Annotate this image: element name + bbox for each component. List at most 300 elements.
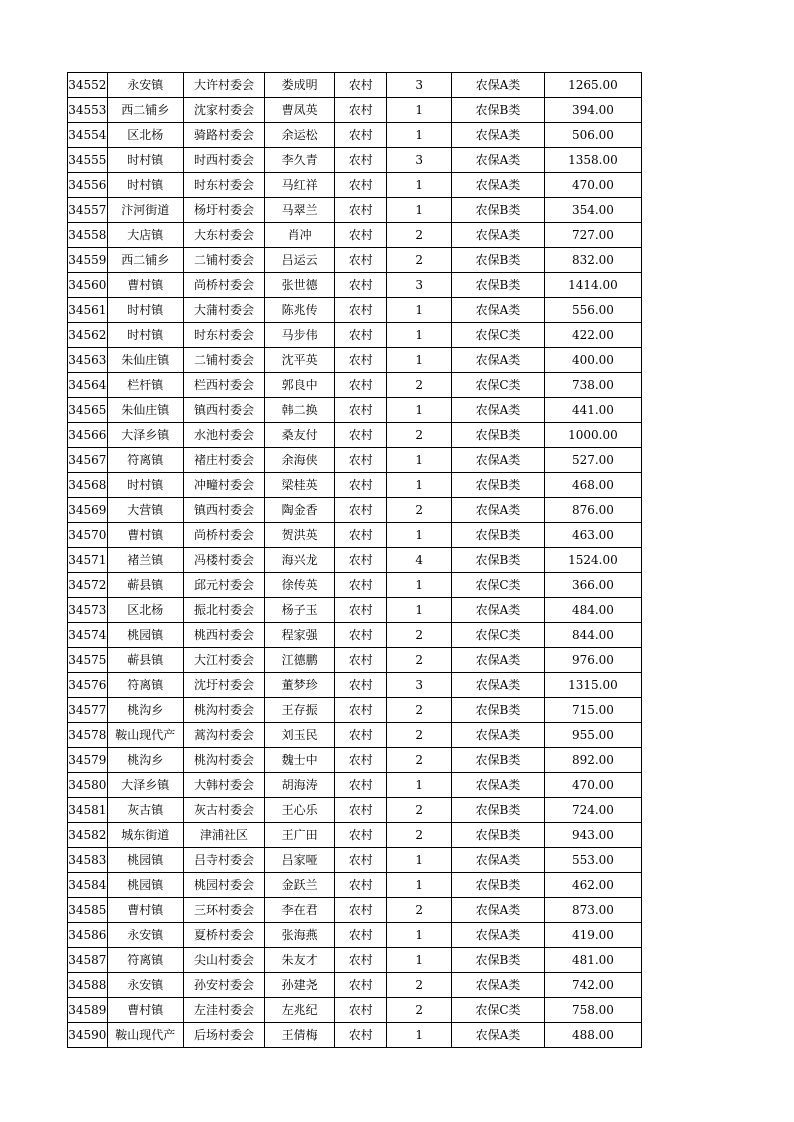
table-row bbox=[68, 598, 642, 623]
table-row bbox=[68, 198, 642, 223]
household-count-cell: 4 bbox=[387, 548, 452, 573]
township-cell: 区北杨 bbox=[107, 123, 183, 148]
household-count-cell: 1 bbox=[387, 473, 452, 498]
record-id-cell: 34555 bbox=[68, 148, 108, 173]
township-cell: 永安镇 bbox=[107, 73, 183, 98]
township-cell: 蕲县镇 bbox=[107, 573, 183, 598]
area-type-cell: 农村 bbox=[335, 223, 387, 248]
area-type-cell: 农村 bbox=[335, 873, 387, 898]
amount-cell: 1414.00 bbox=[544, 273, 641, 298]
insurance-class-cell: 农保A类 bbox=[452, 498, 545, 523]
record-id-cell: 34562 bbox=[68, 323, 108, 348]
insurance-class-cell: 农保A类 bbox=[452, 723, 545, 748]
amount-cell: 463.00 bbox=[544, 523, 641, 548]
record-id-cell: 34580 bbox=[68, 773, 108, 798]
township-cell: 蕲县镇 bbox=[107, 648, 183, 673]
table-row bbox=[68, 998, 642, 1023]
record-id-cell: 34573 bbox=[68, 598, 108, 623]
village-committee-cell: 振北村委会 bbox=[183, 598, 264, 623]
name-cell: 海兴龙 bbox=[265, 548, 335, 573]
insurance-class-cell: 农保A类 bbox=[452, 598, 545, 623]
record-id-cell: 34575 bbox=[68, 648, 108, 673]
household-count-cell: 2 bbox=[387, 373, 452, 398]
village-committee-cell: 二铺村委会 bbox=[183, 348, 264, 373]
table-row bbox=[68, 1023, 642, 1048]
household-count-cell: 1 bbox=[387, 573, 452, 598]
village-committee-cell: 夏桥村委会 bbox=[183, 923, 264, 948]
table-row bbox=[68, 73, 642, 98]
table-row bbox=[68, 173, 642, 198]
village-committee-cell: 褚庄村委会 bbox=[183, 448, 264, 473]
name-cell: 马红祥 bbox=[265, 173, 335, 198]
amount-cell: 1358.00 bbox=[544, 148, 641, 173]
area-type-cell: 农村 bbox=[335, 1023, 387, 1048]
insurance-class-cell: 农保A类 bbox=[452, 648, 545, 673]
table-row bbox=[68, 373, 642, 398]
insurance-class-cell: 农保A类 bbox=[452, 398, 545, 423]
township-cell: 曹村镇 bbox=[107, 998, 183, 1023]
household-count-cell: 3 bbox=[387, 148, 452, 173]
amount-cell: 394.00 bbox=[544, 98, 641, 123]
township-cell: 灰古镇 bbox=[107, 798, 183, 823]
name-cell: 魏士中 bbox=[265, 748, 335, 773]
township-cell: 永安镇 bbox=[107, 923, 183, 948]
household-count-cell: 1 bbox=[387, 348, 452, 373]
area-type-cell: 农村 bbox=[335, 198, 387, 223]
amount-cell: 470.00 bbox=[544, 773, 641, 798]
insurance-class-cell: 农保A类 bbox=[452, 73, 545, 98]
area-type-cell: 农村 bbox=[335, 623, 387, 648]
name-cell: 徐传英 bbox=[265, 573, 335, 598]
household-count-cell: 1 bbox=[387, 98, 452, 123]
table-row bbox=[68, 248, 642, 273]
amount-cell: 488.00 bbox=[544, 1023, 641, 1048]
table-row bbox=[68, 223, 642, 248]
name-cell: 胡海涛 bbox=[265, 773, 335, 798]
name-cell: 余运松 bbox=[265, 123, 335, 148]
amount-cell: 832.00 bbox=[544, 248, 641, 273]
table-row bbox=[68, 573, 642, 598]
village-committee-cell: 镇西村委会 bbox=[183, 498, 264, 523]
amount-cell: 484.00 bbox=[544, 598, 641, 623]
area-type-cell: 农村 bbox=[335, 98, 387, 123]
village-committee-cell: 时东村委会 bbox=[183, 173, 264, 198]
insurance-class-cell: 农保B类 bbox=[452, 273, 545, 298]
household-count-cell: 2 bbox=[387, 248, 452, 273]
township-cell: 朱仙庄镇 bbox=[107, 398, 183, 423]
township-cell: 褚兰镇 bbox=[107, 548, 183, 573]
insurance-class-cell: 农保B类 bbox=[452, 473, 545, 498]
household-count-cell: 1 bbox=[387, 773, 452, 798]
household-count-cell: 2 bbox=[387, 973, 452, 998]
household-count-cell: 3 bbox=[387, 673, 452, 698]
record-id-cell: 34554 bbox=[68, 123, 108, 148]
village-committee-cell: 尚桥村委会 bbox=[183, 523, 264, 548]
village-committee-cell: 津浦社区 bbox=[183, 823, 264, 848]
township-cell: 时村镇 bbox=[107, 473, 183, 498]
name-cell: 程家强 bbox=[265, 623, 335, 648]
insurance-class-cell: 农保B类 bbox=[452, 98, 545, 123]
area-type-cell: 农村 bbox=[335, 948, 387, 973]
village-committee-cell: 沈圩村委会 bbox=[183, 673, 264, 698]
township-cell: 大营镇 bbox=[107, 498, 183, 523]
household-count-cell: 2 bbox=[387, 748, 452, 773]
household-count-cell: 1 bbox=[387, 948, 452, 973]
insurance-class-cell: 农保B类 bbox=[452, 423, 545, 448]
village-committee-cell: 吕寺村委会 bbox=[183, 848, 264, 873]
table-row bbox=[68, 923, 642, 948]
village-committee-cell: 邱元村委会 bbox=[183, 573, 264, 598]
township-cell: 桃园镇 bbox=[107, 848, 183, 873]
township-cell: 鞍山现代产 bbox=[107, 723, 183, 748]
insurance-class-cell: 农保C类 bbox=[452, 623, 545, 648]
table-row bbox=[68, 448, 642, 473]
name-cell: 娄成明 bbox=[265, 73, 335, 98]
record-id-cell: 34569 bbox=[68, 498, 108, 523]
name-cell: 郭良中 bbox=[265, 373, 335, 398]
name-cell: 吕运云 bbox=[265, 248, 335, 273]
household-count-cell: 3 bbox=[387, 73, 452, 98]
name-cell: 贺洪英 bbox=[265, 523, 335, 548]
amount-cell: 470.00 bbox=[544, 173, 641, 198]
insurance-class-cell: 农保C类 bbox=[452, 998, 545, 1023]
village-committee-cell: 骑路村委会 bbox=[183, 123, 264, 148]
amount-cell: 462.00 bbox=[544, 873, 641, 898]
village-committee-cell: 蒿沟村委会 bbox=[183, 723, 264, 748]
amount-cell: 892.00 bbox=[544, 748, 641, 773]
amount-cell: 727.00 bbox=[544, 223, 641, 248]
village-committee-cell: 孙安村委会 bbox=[183, 973, 264, 998]
record-id-cell: 34568 bbox=[68, 473, 108, 498]
household-count-cell: 2 bbox=[387, 823, 452, 848]
table-row bbox=[68, 973, 642, 998]
village-committee-cell: 水池村委会 bbox=[183, 423, 264, 448]
amount-cell: 553.00 bbox=[544, 848, 641, 873]
insurance-class-cell: 农保A类 bbox=[452, 348, 545, 373]
township-cell: 符离镇 bbox=[107, 673, 183, 698]
household-count-cell: 2 bbox=[387, 423, 452, 448]
area-type-cell: 农村 bbox=[335, 73, 387, 98]
record-id-cell: 34556 bbox=[68, 173, 108, 198]
area-type-cell: 农村 bbox=[335, 723, 387, 748]
amount-cell: 758.00 bbox=[544, 998, 641, 1023]
township-cell: 曹村镇 bbox=[107, 523, 183, 548]
name-cell: 刘玉民 bbox=[265, 723, 335, 748]
township-cell: 朱仙庄镇 bbox=[107, 348, 183, 373]
insurance-class-cell: 农保A类 bbox=[452, 773, 545, 798]
township-cell: 永安镇 bbox=[107, 973, 183, 998]
area-type-cell: 农村 bbox=[335, 273, 387, 298]
township-cell: 曹村镇 bbox=[107, 273, 183, 298]
table-row bbox=[68, 398, 642, 423]
table-row bbox=[68, 498, 642, 523]
amount-cell: 527.00 bbox=[544, 448, 641, 473]
area-type-cell: 农村 bbox=[335, 648, 387, 673]
village-committee-cell: 时东村委会 bbox=[183, 323, 264, 348]
township-cell: 曹村镇 bbox=[107, 898, 183, 923]
village-committee-cell: 桃沟村委会 bbox=[183, 698, 264, 723]
record-id-cell: 34583 bbox=[68, 848, 108, 873]
area-type-cell: 农村 bbox=[335, 248, 387, 273]
table-row bbox=[68, 873, 642, 898]
record-id-cell: 34579 bbox=[68, 748, 108, 773]
insurance-class-cell: 农保A类 bbox=[452, 923, 545, 948]
household-count-cell: 2 bbox=[387, 623, 452, 648]
household-count-cell: 2 bbox=[387, 723, 452, 748]
village-committee-cell: 灰古村委会 bbox=[183, 798, 264, 823]
table-row bbox=[68, 723, 642, 748]
household-count-cell: 2 bbox=[387, 223, 452, 248]
area-type-cell: 农村 bbox=[335, 973, 387, 998]
insurance-class-cell: 农保B类 bbox=[452, 198, 545, 223]
area-type-cell: 农村 bbox=[335, 923, 387, 948]
table-row bbox=[68, 423, 642, 448]
area-type-cell: 农村 bbox=[335, 548, 387, 573]
insurance-class-cell: 农保B类 bbox=[452, 523, 545, 548]
table-row bbox=[68, 623, 642, 648]
village-committee-cell: 后场村委会 bbox=[183, 1023, 264, 1048]
household-count-cell: 2 bbox=[387, 798, 452, 823]
insurance-class-cell: 农保B类 bbox=[452, 873, 545, 898]
name-cell: 陈兆传 bbox=[265, 298, 335, 323]
household-count-cell: 2 bbox=[387, 698, 452, 723]
name-cell: 韩二换 bbox=[265, 398, 335, 423]
table-row bbox=[68, 323, 642, 348]
amount-cell: 1000.00 bbox=[544, 423, 641, 448]
amount-cell: 354.00 bbox=[544, 198, 641, 223]
table-row bbox=[68, 773, 642, 798]
township-cell: 桃沟乡 bbox=[107, 748, 183, 773]
township-cell: 桃园镇 bbox=[107, 873, 183, 898]
township-cell: 桃沟乡 bbox=[107, 698, 183, 723]
table-row bbox=[68, 548, 642, 573]
area-type-cell: 农村 bbox=[335, 673, 387, 698]
name-cell: 陶金香 bbox=[265, 498, 335, 523]
village-committee-cell: 大蒲村委会 bbox=[183, 298, 264, 323]
township-cell: 西二铺乡 bbox=[107, 98, 183, 123]
insurance-class-cell: 农保B类 bbox=[452, 248, 545, 273]
area-type-cell: 农村 bbox=[335, 123, 387, 148]
amount-cell: 873.00 bbox=[544, 898, 641, 923]
name-cell: 曹凤英 bbox=[265, 98, 335, 123]
record-id-cell: 34558 bbox=[68, 223, 108, 248]
record-id-cell: 34582 bbox=[68, 823, 108, 848]
name-cell: 董梦珍 bbox=[265, 673, 335, 698]
record-id-cell: 34566 bbox=[68, 423, 108, 448]
record-id-cell: 34553 bbox=[68, 98, 108, 123]
amount-cell: 419.00 bbox=[544, 923, 641, 948]
table-row bbox=[68, 748, 642, 773]
amount-cell: 742.00 bbox=[544, 973, 641, 998]
name-cell: 孙建尧 bbox=[265, 973, 335, 998]
insurance-class-cell: 农保A类 bbox=[452, 223, 545, 248]
township-cell: 栏杆镇 bbox=[107, 373, 183, 398]
record-id-cell: 34565 bbox=[68, 398, 108, 423]
record-id-cell: 34567 bbox=[68, 448, 108, 473]
table-row bbox=[68, 798, 642, 823]
name-cell: 张世德 bbox=[265, 273, 335, 298]
village-committee-cell: 冯楼村委会 bbox=[183, 548, 264, 573]
table-body bbox=[68, 73, 642, 1048]
household-count-cell: 1 bbox=[387, 398, 452, 423]
insurance-class-cell: 农保A类 bbox=[452, 148, 545, 173]
amount-cell: 876.00 bbox=[544, 498, 641, 523]
household-count-cell: 2 bbox=[387, 498, 452, 523]
name-cell: 杨子玉 bbox=[265, 598, 335, 623]
name-cell: 梁桂英 bbox=[265, 473, 335, 498]
amount-cell: 400.00 bbox=[544, 348, 641, 373]
area-type-cell: 农村 bbox=[335, 148, 387, 173]
village-committee-cell: 杨圩村委会 bbox=[183, 198, 264, 223]
amount-cell: 715.00 bbox=[544, 698, 641, 723]
area-type-cell: 农村 bbox=[335, 348, 387, 373]
area-type-cell: 农村 bbox=[335, 373, 387, 398]
record-id-cell: 34590 bbox=[68, 1023, 108, 1048]
amount-cell: 366.00 bbox=[544, 573, 641, 598]
household-count-cell: 1 bbox=[387, 198, 452, 223]
name-cell: 余海侠 bbox=[265, 448, 335, 473]
record-id-cell: 34574 bbox=[68, 623, 108, 648]
name-cell: 左兆纪 bbox=[265, 998, 335, 1023]
insurance-class-cell: 农保A类 bbox=[452, 898, 545, 923]
township-cell: 时村镇 bbox=[107, 148, 183, 173]
village-committee-cell: 沈家村委会 bbox=[183, 98, 264, 123]
area-type-cell: 农村 bbox=[335, 773, 387, 798]
area-type-cell: 农村 bbox=[335, 523, 387, 548]
area-type-cell: 农村 bbox=[335, 998, 387, 1023]
village-committee-cell: 桃西村委会 bbox=[183, 623, 264, 648]
record-id-cell: 34585 bbox=[68, 898, 108, 923]
record-id-cell: 34570 bbox=[68, 523, 108, 548]
record-id-cell: 34572 bbox=[68, 573, 108, 598]
name-cell: 王广田 bbox=[265, 823, 335, 848]
insurance-class-cell: 农保A类 bbox=[452, 848, 545, 873]
name-cell: 肖冲 bbox=[265, 223, 335, 248]
township-cell: 大泽乡镇 bbox=[107, 773, 183, 798]
amount-cell: 976.00 bbox=[544, 648, 641, 673]
household-count-cell: 1 bbox=[387, 448, 452, 473]
table-row bbox=[68, 948, 642, 973]
amount-cell: 724.00 bbox=[544, 798, 641, 823]
table-row bbox=[68, 148, 642, 173]
household-count-cell: 1 bbox=[387, 923, 452, 948]
household-count-cell: 2 bbox=[387, 898, 452, 923]
table-row bbox=[68, 823, 642, 848]
table-row bbox=[68, 898, 642, 923]
amount-cell: 468.00 bbox=[544, 473, 641, 498]
village-committee-cell: 大韩村委会 bbox=[183, 773, 264, 798]
village-committee-cell: 时西村委会 bbox=[183, 148, 264, 173]
amount-cell: 943.00 bbox=[544, 823, 641, 848]
record-id-cell: 34557 bbox=[68, 198, 108, 223]
township-cell: 城东街道 bbox=[107, 823, 183, 848]
area-type-cell: 农村 bbox=[335, 298, 387, 323]
area-type-cell: 农村 bbox=[335, 398, 387, 423]
township-cell: 时村镇 bbox=[107, 298, 183, 323]
amount-cell: 1265.00 bbox=[544, 73, 641, 98]
area-type-cell: 农村 bbox=[335, 473, 387, 498]
amount-cell: 844.00 bbox=[544, 623, 641, 648]
village-committee-cell: 大东村委会 bbox=[183, 223, 264, 248]
village-committee-cell: 冲疃村委会 bbox=[183, 473, 264, 498]
name-cell: 马翠兰 bbox=[265, 198, 335, 223]
record-id-cell: 34552 bbox=[68, 73, 108, 98]
household-count-cell: 1 bbox=[387, 848, 452, 873]
area-type-cell: 农村 bbox=[335, 173, 387, 198]
amount-cell: 441.00 bbox=[544, 398, 641, 423]
insurance-class-cell: 农保A类 bbox=[452, 173, 545, 198]
record-id-cell: 34564 bbox=[68, 373, 108, 398]
area-type-cell: 农村 bbox=[335, 848, 387, 873]
record-id-cell: 34561 bbox=[68, 298, 108, 323]
table-row bbox=[68, 298, 642, 323]
data-table bbox=[67, 72, 642, 1048]
name-cell: 李在君 bbox=[265, 898, 335, 923]
household-count-cell: 3 bbox=[387, 273, 452, 298]
household-count-cell: 1 bbox=[387, 598, 452, 623]
township-cell: 鞍山现代产 bbox=[107, 1023, 183, 1048]
household-count-cell: 1 bbox=[387, 873, 452, 898]
village-committee-cell: 尖山村委会 bbox=[183, 948, 264, 973]
village-committee-cell: 左洼村委会 bbox=[183, 998, 264, 1023]
village-committee-cell: 三环村委会 bbox=[183, 898, 264, 923]
name-cell: 朱友才 bbox=[265, 948, 335, 973]
amount-cell: 422.00 bbox=[544, 323, 641, 348]
name-cell: 桑友付 bbox=[265, 423, 335, 448]
township-cell: 符离镇 bbox=[107, 448, 183, 473]
village-committee-cell: 二铺村委会 bbox=[183, 248, 264, 273]
table-row bbox=[68, 698, 642, 723]
name-cell: 王心乐 bbox=[265, 798, 335, 823]
table-row bbox=[68, 273, 642, 298]
record-id-cell: 34559 bbox=[68, 248, 108, 273]
name-cell: 李久青 bbox=[265, 148, 335, 173]
table-row bbox=[68, 848, 642, 873]
township-cell: 大店镇 bbox=[107, 223, 183, 248]
area-type-cell: 农村 bbox=[335, 598, 387, 623]
insurance-class-cell: 农保B类 bbox=[452, 548, 545, 573]
amount-cell: 506.00 bbox=[544, 123, 641, 148]
record-id-cell: 34587 bbox=[68, 948, 108, 973]
area-type-cell: 农村 bbox=[335, 498, 387, 523]
name-cell: 金跃兰 bbox=[265, 873, 335, 898]
record-id-cell: 34578 bbox=[68, 723, 108, 748]
village-committee-cell: 桃园村委会 bbox=[183, 873, 264, 898]
record-id-cell: 34589 bbox=[68, 998, 108, 1023]
name-cell: 王存振 bbox=[265, 698, 335, 723]
record-id-cell: 34563 bbox=[68, 348, 108, 373]
area-type-cell: 农村 bbox=[335, 573, 387, 598]
amount-cell: 738.00 bbox=[544, 373, 641, 398]
township-cell: 符离镇 bbox=[107, 948, 183, 973]
name-cell: 江德鹏 bbox=[265, 648, 335, 673]
area-type-cell: 农村 bbox=[335, 698, 387, 723]
insurance-class-cell: 农保A类 bbox=[452, 1023, 545, 1048]
table-row bbox=[68, 123, 642, 148]
amount-cell: 481.00 bbox=[544, 948, 641, 973]
amount-cell: 1524.00 bbox=[544, 548, 641, 573]
household-count-cell: 1 bbox=[387, 1023, 452, 1048]
insurance-class-cell: 农保A类 bbox=[452, 123, 545, 148]
insurance-class-cell: 农保C类 bbox=[452, 573, 545, 598]
table-row bbox=[68, 673, 642, 698]
amount-cell: 955.00 bbox=[544, 723, 641, 748]
name-cell: 沈平英 bbox=[265, 348, 335, 373]
household-count-cell: 1 bbox=[387, 173, 452, 198]
insurance-class-cell: 农保C类 bbox=[452, 373, 545, 398]
record-id-cell: 34560 bbox=[68, 273, 108, 298]
village-committee-cell: 桃沟村委会 bbox=[183, 748, 264, 773]
